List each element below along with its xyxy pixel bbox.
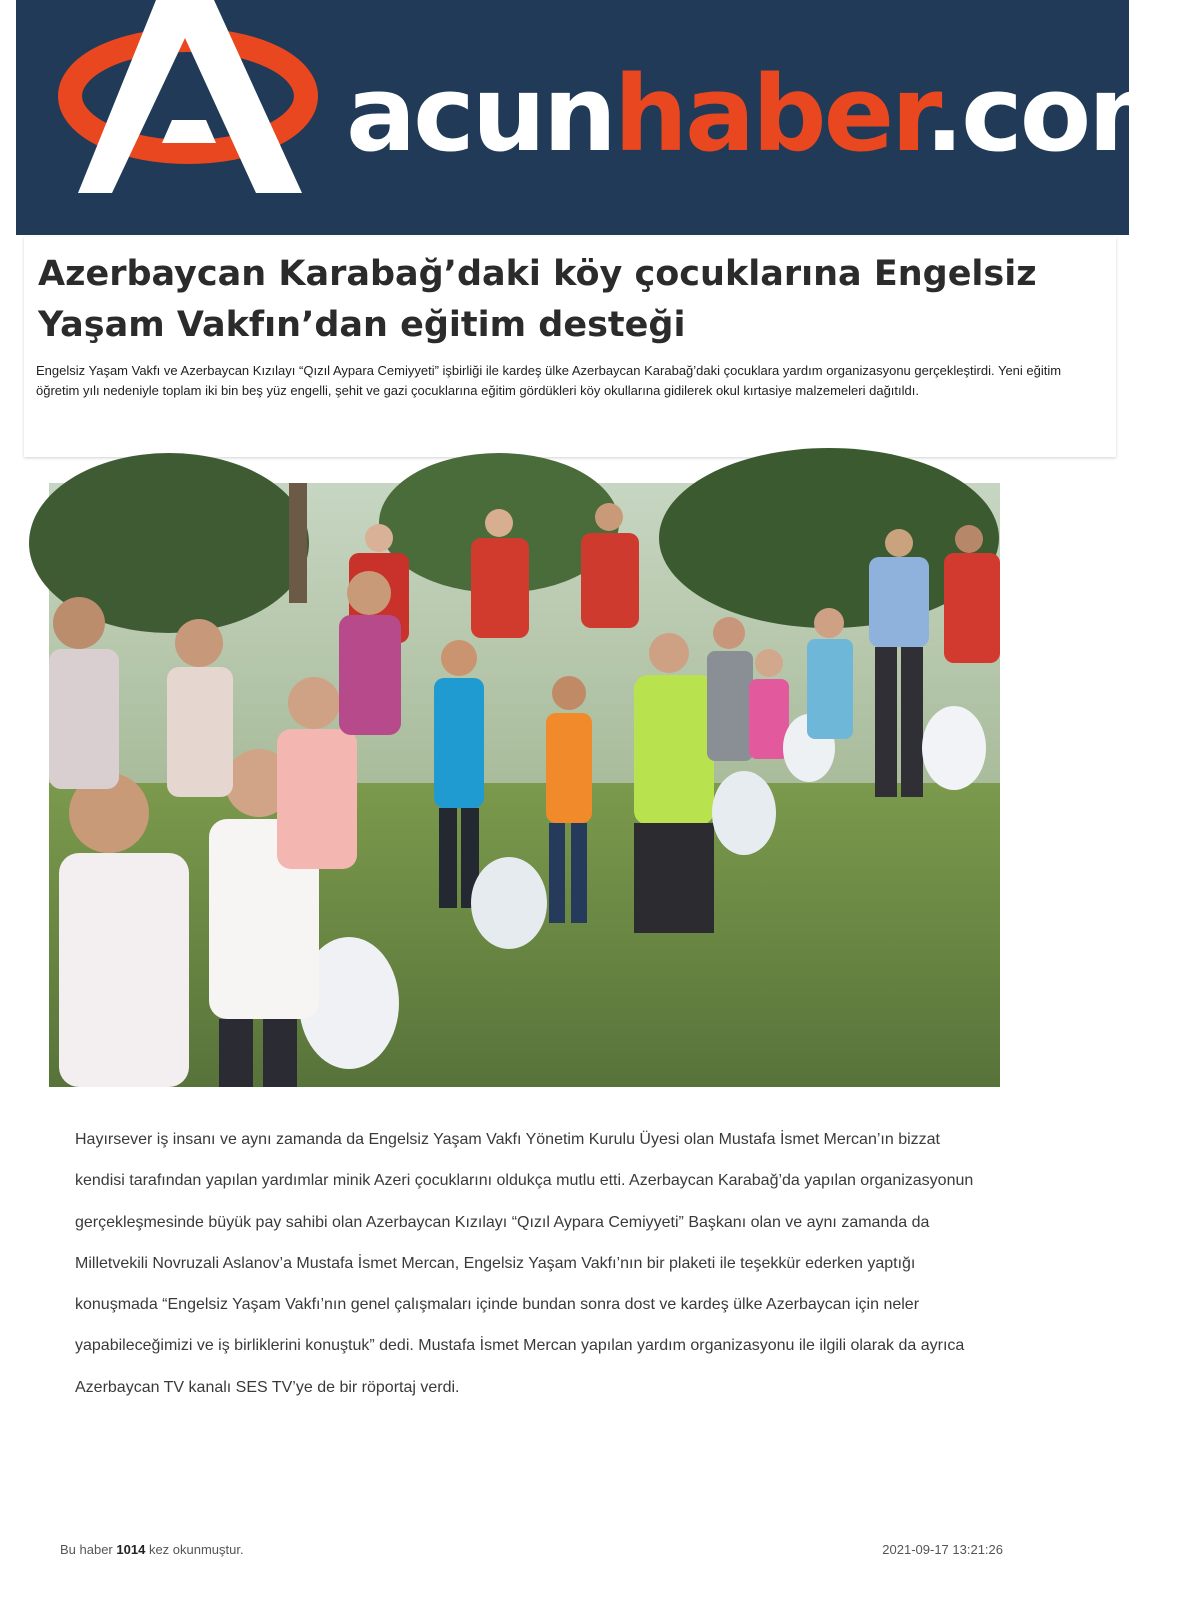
- publish-timestamp: 2021-09-17 13:21:26: [882, 1542, 1003, 1557]
- site-logo-icon[interactable]: [60, 0, 330, 235]
- article-lead: Engelsiz Yaşam Vakfı ve Azerbaycan Kızılayı “Qızıl Aypara Cemiyyeti” işbirliği ile kardeş ülke Azerbaycan Karabağ’daki çocuklara yardım organizasyonu gerçekleştirdi. Yeni eğitim öğretim yılı nedeniyle toplam iki bin beş yüz engelli, şehit ve gazi çocuklarına eğitim gördükleri köy okullarına gidilerek okul kırtasiye malzemeleri dağıtıldı.: [36, 363, 1062, 398]
- article-content: [36, 469, 1022, 1600]
- view-count: Bu haber 1014 kez okunmuştur.: [60, 1542, 244, 1557]
- article-photo: [49, 483, 1000, 1087]
- site-wordmark[interactable]: acunhaber.com: [346, 53, 1194, 175]
- article-body: Hayırsever iş insanı ve aynı zamanda da Engelsiz Yaşam Vakfı Yönetim Kurulu Üyesi olan Mustafa İsmet Mercan’ın bizzat kendisi tarafından yapılan yardımlar minik Azeri çocuklarını oldukça mutlu etti. Azerbaycan Karabağ’da yapılan organizasyonun gerçekleşmesinde büyük pay sahibi olan Azerbaycan Kızılayı “Qızıl Aypara Cemiyyeti” Başkanı olan ve aynı zamanda da Milletvekili Novruzali Aslanov’a Mustafa İsmet Mercan, Engelsiz Yaşam Vakfı’nın bir plaketi ile teşekkür ederken yaptığı konuşmada “Engelsiz Yaşam Vakfı’nın genel çalışmaları içinde bundan sonra dost ve kardeş ülke Azerbaycan için neler yapabileceğimizi ve iş birliklerini konuştuk” dedi. Mustafa İsmet Mercan yapılan yardım organizasyonu ile ilgili olarak da ayrıca Azerbaycan TV kanalı SES TV’ye de bir röportaj verdi.: [75, 1131, 974, 1396]
- article-title: Azerbaycan Karabağ’daki köy çocuklarına Engelsiz Yaşam Vakfın’dan eğitim desteği: [38, 254, 1037, 345]
- site-header: [16, 0, 1194, 235]
- article-header: [24, 237, 1116, 457]
